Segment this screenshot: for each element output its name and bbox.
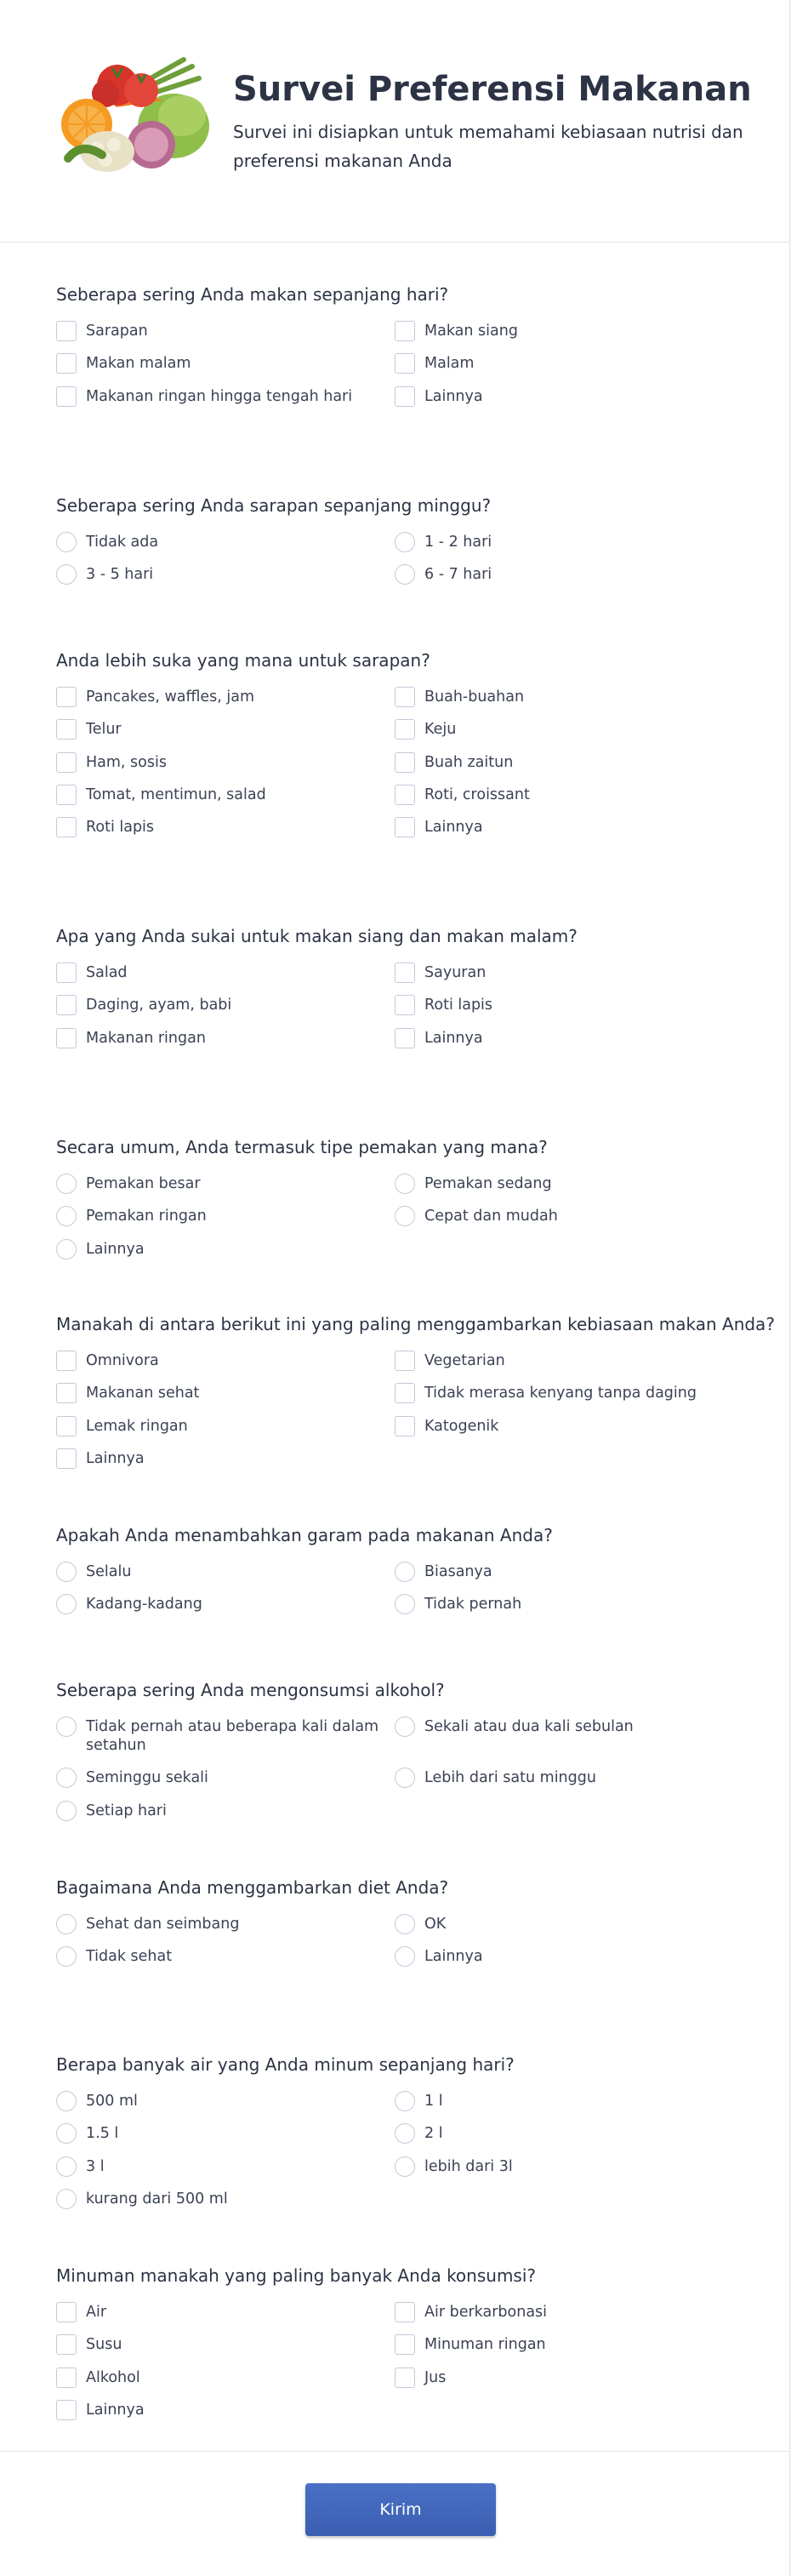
option-label: Makan malam [86, 355, 191, 373]
radio-button[interactable] [56, 2156, 77, 2177]
checkbox-option[interactable] [56, 2368, 388, 2388]
option-label: Tidak pernah [424, 1596, 522, 1614]
radio-option[interactable] [56, 2157, 388, 2177]
option-label: Omnivora [86, 1352, 159, 1369]
radio-button[interactable] [395, 564, 415, 585]
radio-button[interactable] [395, 1206, 415, 1226]
page-title: Survei Preferensi Makanan [233, 70, 752, 109]
radio-button[interactable] [56, 1716, 77, 1737]
option-label: Lainnya [424, 387, 483, 405]
question-label: Berapa banyak air yang Anda minum sepanjang hari? [56, 2054, 515, 2075]
checkbox[interactable] [56, 2302, 77, 2322]
radio-button[interactable] [56, 1562, 77, 1582]
checkbox[interactable] [395, 1028, 415, 1048]
checkbox-option[interactable] [395, 963, 735, 983]
option-label: Tidak pernah atau beberapa kali dalam setahun [86, 1718, 379, 1754]
option-label: Lemak ringan [86, 1417, 188, 1435]
checkbox[interactable] [56, 719, 77, 740]
option-label: Minuman ringan [424, 2336, 546, 2354]
option-label: Buah-buahan [424, 688, 525, 705]
radio-button[interactable] [395, 1768, 415, 1788]
option-label: 3 l [86, 2157, 105, 2175]
option-label: Lainnya [86, 2401, 145, 2419]
radio-button[interactable] [395, 1562, 415, 1582]
radio-option[interactable] [395, 1595, 735, 1614]
option-label: Selalu [86, 1563, 132, 1580]
option-label: Keju [424, 721, 457, 739]
checkbox[interactable] [56, 1448, 77, 1469]
checkbox-option[interactable] [395, 753, 735, 773]
question-label: Anda lebih suka yang mana untuk sarapan? [56, 650, 430, 671]
option-label: Makanan ringan hingga tengah hari [86, 387, 353, 405]
radio-option[interactable] [395, 2124, 735, 2144]
option-label: Cepat dan mudah [424, 1208, 558, 1225]
checkbox-option[interactable] [395, 387, 735, 407]
checkbox[interactable] [395, 785, 415, 805]
radio-button[interactable] [395, 1946, 415, 1967]
option-label: kurang dari 500 ml [86, 2190, 228, 2208]
option-label: Lainnya [424, 1029, 483, 1047]
radio-option[interactable] [395, 1207, 735, 1226]
radio-button[interactable] [56, 1594, 77, 1614]
checkbox-option[interactable] [395, 996, 735, 1015]
option-label: 1.5 l [86, 2125, 119, 2143]
page-subtitle: Survei ini disiapkan untuk memahami kebiasaan nutrisi dan preferensi makanan Anda [233, 122, 743, 171]
question-label: Seberapa sering Anda mengonsumsi alkohol? [56, 1680, 445, 1700]
radio-button[interactable] [395, 1594, 415, 1614]
radio-button[interactable] [56, 532, 77, 552]
question-label: Secara umum, Anda termasuk tipe pemakan yang mana? [56, 1137, 548, 1157]
radio-button[interactable] [56, 1206, 77, 1226]
checkbox-option[interactable] [56, 2303, 388, 2322]
radio-option[interactable] [56, 1174, 388, 1194]
checkbox-option[interactable] [395, 785, 735, 805]
checkbox-option[interactable] [56, 322, 388, 341]
checkbox[interactable] [56, 1416, 77, 1437]
option-label: Makanan ringan [86, 1029, 206, 1047]
checkbox-option[interactable] [56, 818, 388, 837]
checkbox[interactable] [56, 752, 77, 773]
radio-option[interactable] [56, 1947, 388, 1967]
radio-button[interactable] [395, 532, 415, 552]
option-label: Roti lapis [86, 819, 155, 837]
question-label: Bagaimana Anda menggambarkan diet Anda? [56, 1877, 449, 1898]
radio-option[interactable] [395, 2092, 735, 2111]
option-label: Tidak sehat [86, 1948, 173, 1966]
form-header [0, 0, 789, 243]
radio-option[interactable] [56, 1595, 388, 1614]
option-label: Telur [86, 721, 122, 739]
checkbox-option[interactable] [395, 2368, 735, 2388]
option-label: Lainnya [424, 819, 483, 837]
option-label: Roti lapis [424, 997, 493, 1014]
radio-button[interactable] [56, 2123, 77, 2144]
option-label: Jus [424, 2368, 447, 2386]
checkbox[interactable] [395, 687, 415, 707]
checkbox-option[interactable] [56, 1029, 388, 1048]
radio-button[interactable] [395, 2091, 415, 2111]
checkbox[interactable] [395, 719, 415, 740]
radio-option[interactable] [395, 2157, 735, 2177]
radio-option[interactable] [56, 1240, 388, 1259]
radio-button[interactable] [56, 1946, 77, 1967]
checkbox-option[interactable] [56, 785, 388, 805]
radio-button[interactable] [395, 1716, 415, 1737]
option-label: Lebih dari satu minggu [424, 1769, 596, 1787]
radio-option[interactable] [395, 1717, 735, 1737]
radio-button[interactable] [56, 2189, 77, 2209]
radio-option[interactable] [56, 533, 388, 552]
option-label: Daging, ayam, babi [86, 997, 232, 1014]
checkbox-option[interactable] [395, 1384, 735, 1403]
radio-option[interactable] [56, 1562, 388, 1582]
radio-option[interactable] [56, 2190, 388, 2209]
option-label: Lainnya [424, 1948, 483, 1966]
checkbox-option[interactable] [56, 1384, 388, 1403]
option-label: Air [86, 2304, 107, 2321]
radio-button[interactable] [395, 1174, 415, 1194]
checkbox[interactable] [56, 962, 77, 983]
option-label: Susu [86, 2336, 122, 2354]
checkbox[interactable] [56, 1351, 77, 1371]
radio-option[interactable] [56, 565, 388, 585]
option-label: Lainnya [86, 1449, 145, 1467]
checkbox[interactable] [395, 817, 415, 837]
radio-option[interactable] [56, 1717, 388, 1755]
question-label: Apakah Anda menambahkan garam pada makanan Anda? [56, 1525, 553, 1545]
option-label: Tidak ada [86, 534, 159, 551]
checkbox[interactable] [56, 321, 77, 341]
option-label: Makanan sehat [86, 1385, 200, 1402]
checkbox-option[interactable] [56, 2335, 388, 2355]
checkbox[interactable] [56, 785, 77, 805]
checkbox-option[interactable] [395, 2335, 735, 2355]
option-label: Setiap hari [86, 1802, 167, 1819]
checkbox[interactable] [395, 752, 415, 773]
radio-option[interactable] [395, 1768, 735, 1788]
radio-option[interactable] [395, 533, 735, 552]
radio-button[interactable] [56, 564, 77, 585]
radio-button[interactable] [56, 1801, 77, 1821]
option-label: Pancakes, waffles, jam [86, 688, 255, 705]
checkbox-option[interactable] [395, 720, 735, 740]
checkbox[interactable] [56, 2400, 77, 2420]
question-label: Manakah di antara berikut ini yang paling menggambarkan kebiasaan makan Anda? [56, 1314, 775, 1334]
checkbox-option[interactable] [395, 1029, 735, 1048]
checkbox[interactable] [56, 817, 77, 837]
option-label: Vegetarian [424, 1352, 505, 1369]
option-label: Sayuran [424, 964, 487, 981]
checkbox[interactable] [395, 995, 415, 1015]
radio-option[interactable] [395, 565, 735, 585]
radio-button[interactable] [56, 1768, 77, 1788]
radio-button[interactable] [56, 2091, 77, 2111]
checkbox[interactable] [395, 386, 415, 407]
option-label: 2 l [424, 2125, 443, 2143]
radio-option[interactable] [56, 2124, 388, 2144]
radio-button[interactable] [395, 2156, 415, 2177]
checkbox[interactable] [395, 1351, 415, 1371]
checkbox-option[interactable] [56, 720, 388, 740]
checkbox-option[interactable] [395, 322, 735, 341]
checkbox-option[interactable] [56, 354, 388, 374]
option-label: Buah zaitun [424, 753, 514, 771]
checkbox-option[interactable] [56, 1351, 388, 1371]
question-label: Seberapa sering Anda makan sepanjang hari? [56, 284, 449, 305]
radio-option[interactable] [395, 1947, 735, 1967]
option-label: Seminggu sekali [86, 1769, 208, 1787]
checkbox-option[interactable] [395, 354, 735, 374]
checkbox[interactable] [56, 353, 77, 374]
vegetables-image [56, 56, 214, 180]
checkbox[interactable] [395, 1416, 415, 1437]
option-label: Katogenik [424, 1417, 499, 1435]
option-label: Roti, croissant [424, 785, 530, 803]
checkbox[interactable] [395, 2302, 415, 2322]
option-label: 3 - 5 hari [86, 566, 154, 584]
checkbox[interactable] [395, 2368, 415, 2388]
option-label: 1 l [424, 2093, 443, 2110]
checkbox[interactable] [56, 386, 77, 407]
option-label: Tomat, mentimun, salad [86, 785, 266, 803]
option-label: 500 ml [86, 2093, 138, 2110]
checkbox-option[interactable] [395, 818, 735, 837]
radio-option[interactable] [56, 2092, 388, 2111]
checkbox-option[interactable] [56, 996, 388, 1015]
checkbox-option[interactable] [395, 688, 735, 707]
question-label: Seberapa sering Anda sarapan sepanjang minggu? [56, 495, 492, 516]
option-label: Makan siang [424, 323, 518, 340]
checkbox-option[interactable] [56, 387, 388, 407]
option-label: Sehat dan seimbang [86, 1916, 240, 1933]
checkbox[interactable] [56, 2334, 77, 2355]
option-label: Tidak merasa kenyang tanpa daging [424, 1385, 697, 1402]
option-label: lebih dari 3l [424, 2157, 513, 2175]
checkbox[interactable] [395, 2334, 415, 2355]
radio-option[interactable] [395, 1562, 735, 1582]
radio-button[interactable] [56, 1239, 77, 1259]
radio-option[interactable] [56, 1915, 388, 1934]
option-label: Sarapan [86, 323, 148, 340]
radio-option[interactable] [56, 1802, 388, 1821]
option-label: Malam [424, 355, 475, 373]
radio-option[interactable] [395, 1915, 735, 1934]
checkbox[interactable] [395, 321, 415, 341]
checkbox-option[interactable] [56, 1449, 388, 1469]
checkbox-option[interactable] [56, 963, 388, 983]
checkbox[interactable] [56, 1383, 77, 1403]
option-label: Biasanya [424, 1563, 492, 1580]
question-label: Minuman manakah yang paling banyak Anda konsumsi? [56, 2265, 537, 2286]
footer-divider [0, 2451, 789, 2452]
option-label: Pemakan sedang [424, 1175, 552, 1192]
radio-option[interactable] [395, 1174, 735, 1194]
checkbox[interactable] [395, 1383, 415, 1403]
checkbox[interactable] [395, 353, 415, 374]
option-label: Pemakan ringan [86, 1208, 207, 1225]
radio-button[interactable] [395, 2123, 415, 2144]
option-label: Sekali atau dua kali sebulan [424, 1718, 634, 1735]
radio-option[interactable] [56, 1768, 388, 1788]
option-label: Kadang-kadang [86, 1596, 202, 1614]
option-label: Ham, sosis [86, 753, 167, 771]
checkbox[interactable] [395, 962, 415, 983]
radio-button[interactable] [395, 1914, 415, 1934]
checkbox[interactable] [56, 1028, 77, 1048]
checkbox[interactable] [56, 2368, 77, 2388]
option-label: Air berkarbonasi [424, 2304, 548, 2321]
option-label: OK [424, 1916, 447, 1933]
option-label: 1 - 2 hari [424, 534, 492, 551]
checkbox-option[interactable] [56, 2401, 388, 2420]
checkbox[interactable] [56, 995, 77, 1015]
option-label: Lainnya [86, 1240, 145, 1258]
checkbox[interactable] [56, 687, 77, 707]
option-label: 6 - 7 hari [424, 566, 492, 584]
submit-button[interactable]: Kirim [305, 2483, 496, 2536]
radio-button[interactable] [56, 1914, 77, 1934]
radio-button[interactable] [56, 1174, 77, 1194]
option-label: Salad [86, 964, 128, 981]
checkbox-option[interactable] [395, 1417, 735, 1437]
question-label: Apa yang Anda sukai untuk makan siang dan makan malam? [56, 926, 578, 946]
checkbox-option[interactable] [395, 2303, 735, 2322]
checkbox-option[interactable] [56, 753, 388, 773]
option-label: Alkohol [86, 2368, 140, 2386]
checkbox-option[interactable] [56, 688, 388, 707]
option-label: Pemakan besar [86, 1175, 201, 1192]
radio-option[interactable] [56, 1207, 388, 1226]
checkbox-option[interactable] [395, 1351, 735, 1371]
checkbox-option[interactable] [56, 1417, 388, 1437]
